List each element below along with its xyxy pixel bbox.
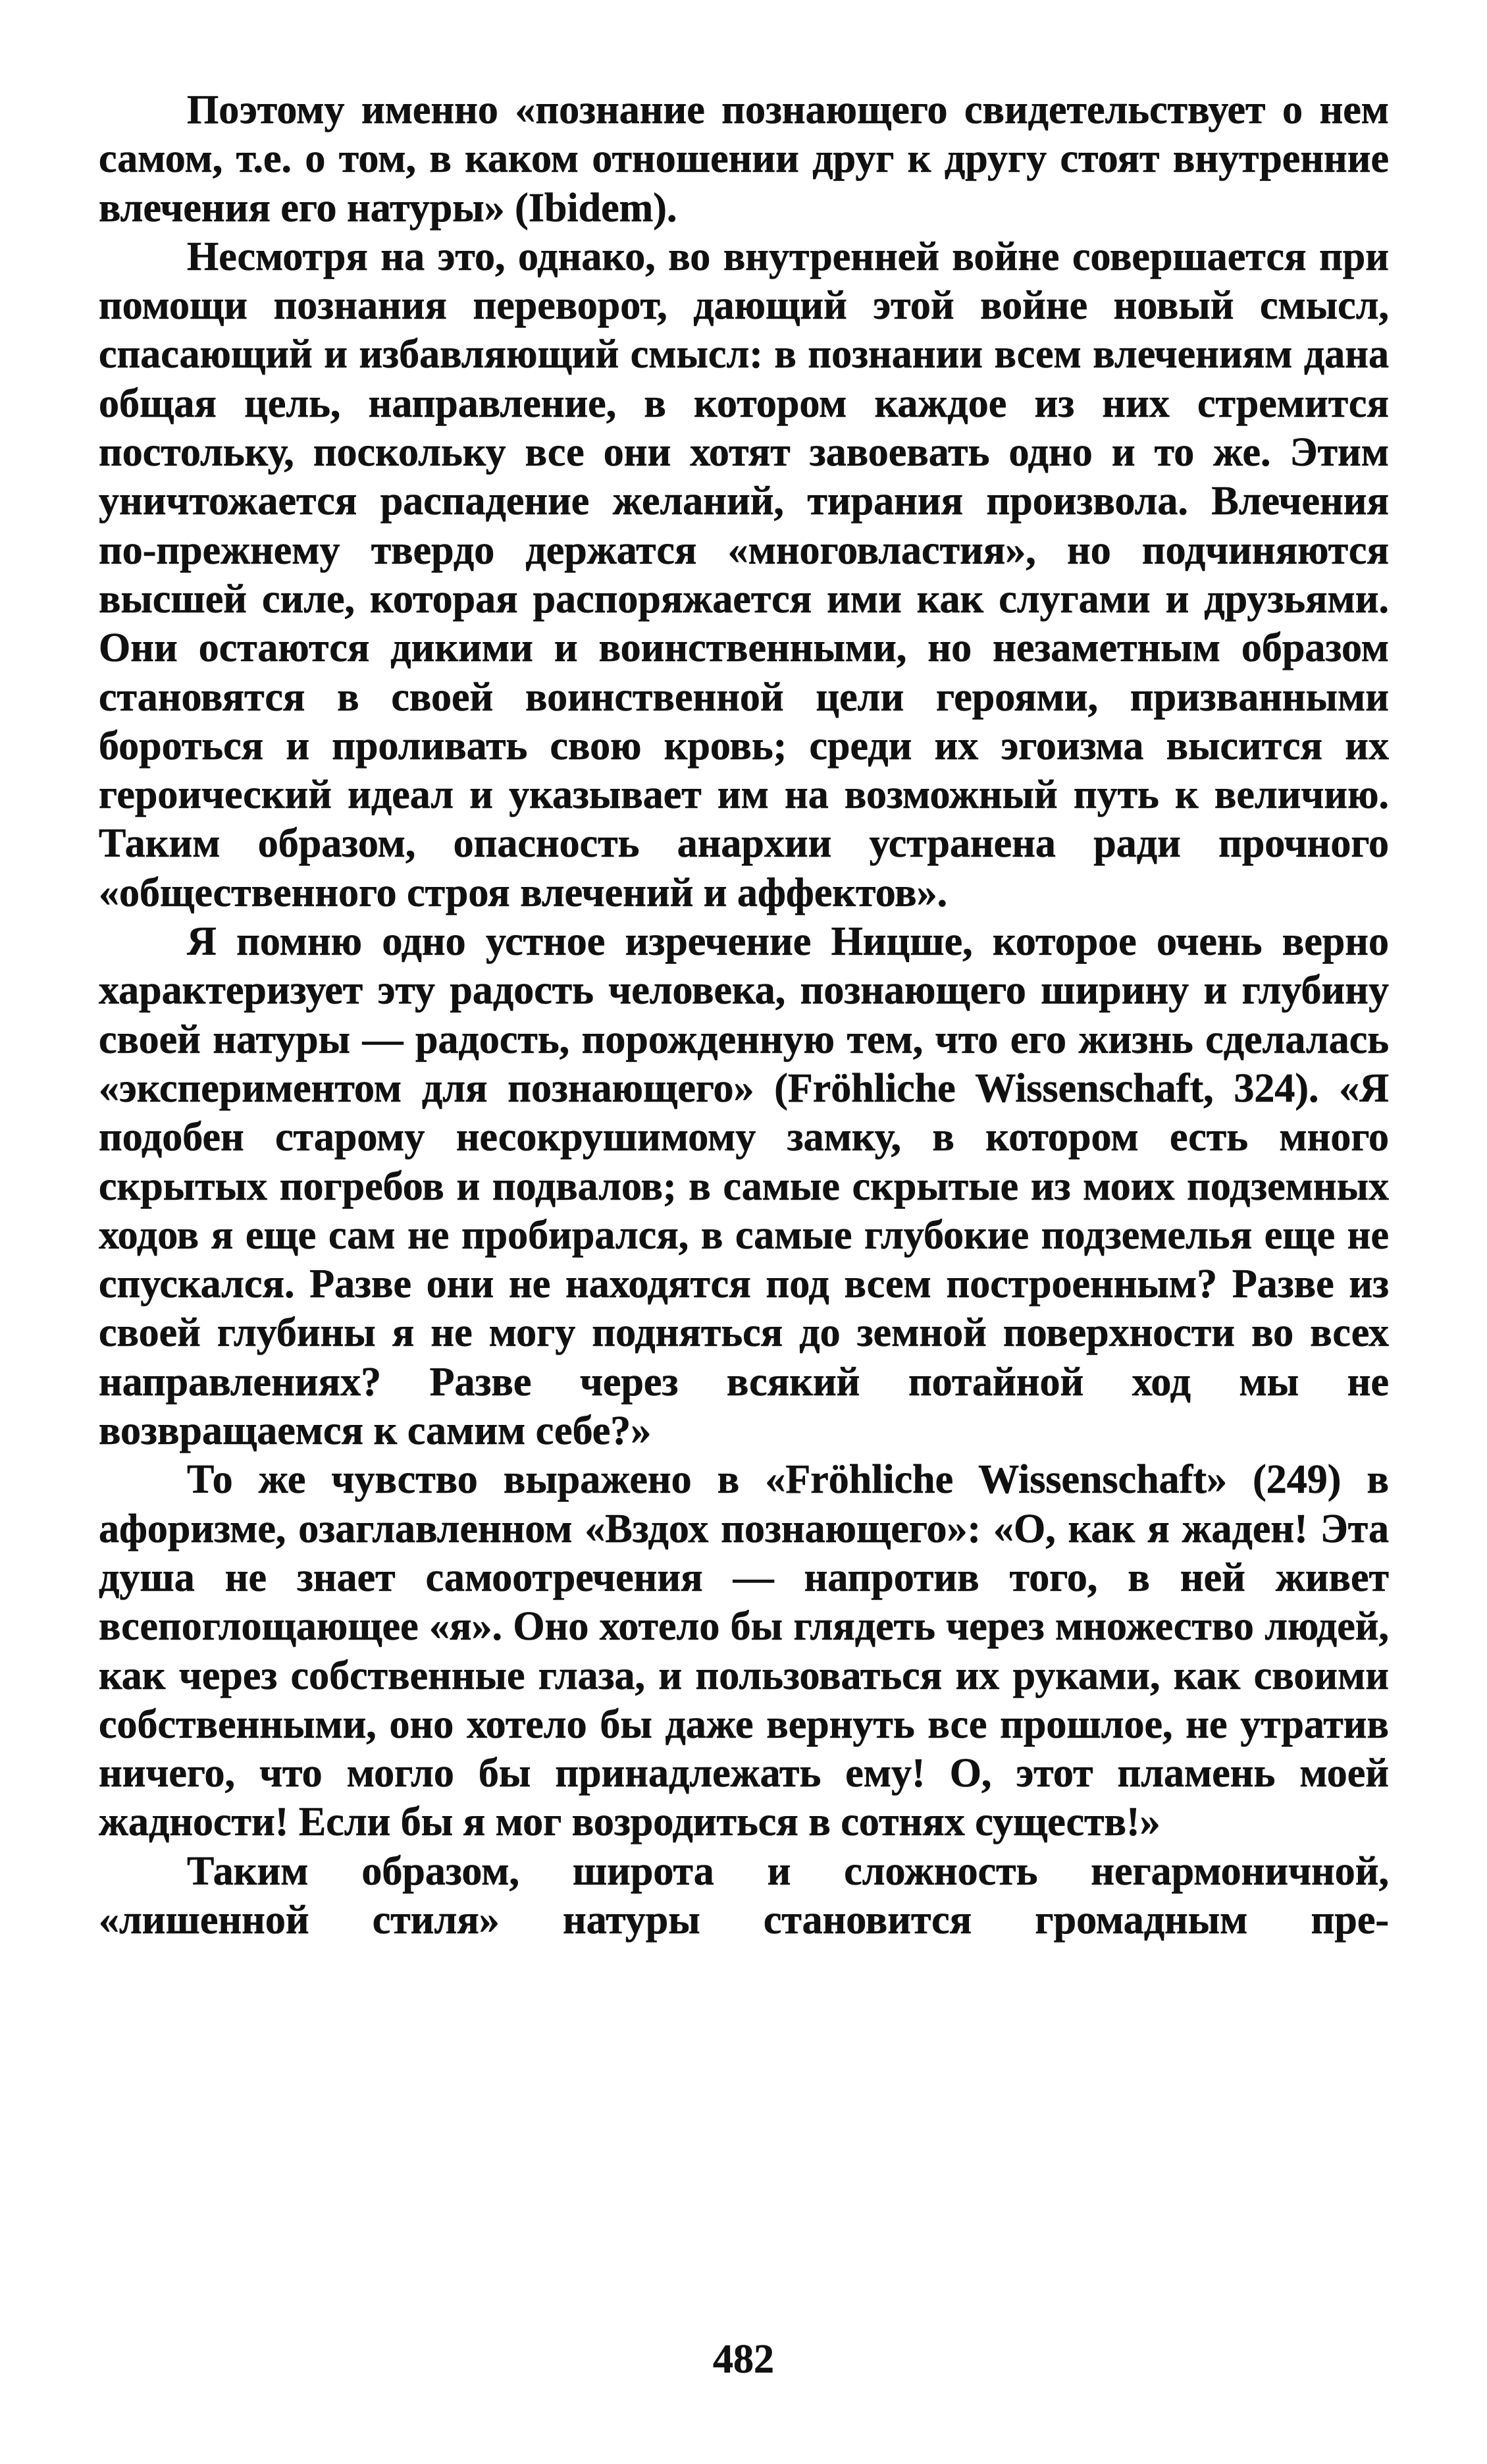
body-text xyxy=(99,86,1389,1944)
paragraph-3: Я помню одно устное изречение Ницше, которое очень верно характеризует эту радость человека, познающего ширину и глубину своей натуры — радость, порожденную тем, что его жизнь сделалась «экспериментом для познающего» (Fröhliche Wissenschaft, 324). «Я подобен старому несокрушимому замку, в котором есть много скрытых погребов и подвалов; в самые скрытые из моих подземных ходов я еще сам не пробирался, в самые глубокие подземелья еще не спускался. Разве они не находятся под всем построенным? Разве из своей глубины я не могу подняться до земной поверхности во всех направлениях? Разве через всякий потайной ход мы не возвращаемся к самим себе?» xyxy=(99,919,1389,1454)
paragraph-2: Несмотря на это, однако, во внутренней войне совершается при помощи познания переворот, дающий этой войне новый смысл, спасающий и избавляющий смысл: в познании всем влечениям дана общая цель, направление, в котором каждое из них стремится постольку, поскольку все они хотят завоевать одно и то же. Этим уничтожается распадение желаний, тирания произвола. Влечения по-прежнему твердо держатся «многовластия», но подчиняются высшей силе, которая распоряжается ими как слугами и друзьями. Они остаются дикими и воинственными, но незаметным образом становятся в своей воинственной цели героями, призванными бороться и проливать свою кровь; среди их эгоизма высится их героический идеал и указывает им на возможный путь к величию. Таким образом, опасность анархии устранена ради прочного «общественного строя влечений и аффектов». xyxy=(99,234,1389,915)
paragraph-4: То же чувство выражено в «Fröhliche Wissenschaft» (249) в афоризме, озаглавленном «Вздох познающего»: «О, как я жаден! Эта душа не знает самоотречения — напротив того, в ней живет всепоглощающее «я». Оно хотело бы глядеть через множество людей, как через собственные глаза, и пользоваться их руками, как своими собственными, оно хотело бы даже вернуть все прошлое, не утратив ничего, что могло бы принадлежать ему! О, этот пламень моей жадности! Если бы я мог возродиться в сотнях существ!» xyxy=(99,1457,1389,1845)
paragraph-1: Поэтому именно «познание познающего свидетельствует о нем самом, т.е. о том, в каком отношении друг к другу стоят внутренние влечения его натуры» (Ibidem). xyxy=(99,88,1389,230)
page-number: 482 xyxy=(713,2337,774,2382)
paragraph-5: Таким образом, широта и сложность негармоничной, «лишенной стиля» натуры становится громадным пре- xyxy=(99,1848,1389,1942)
